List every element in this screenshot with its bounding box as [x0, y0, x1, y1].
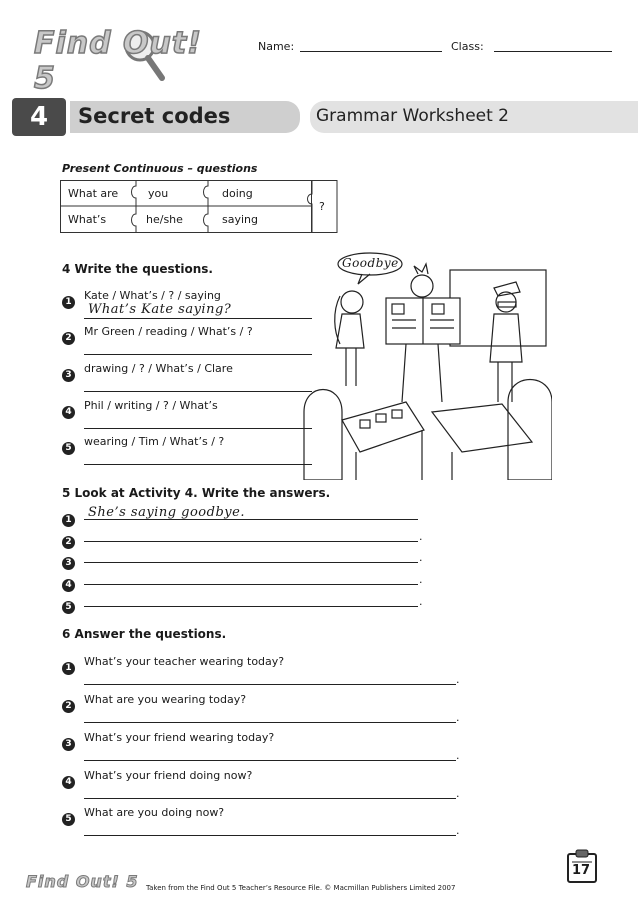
activity4-prompt: wearing / Tim / What’s / ? [84, 435, 225, 448]
footer-credit: Taken from the Find Out 5 Teacher’s Resource File. © Macmillan Publishers Limited 2007 [146, 884, 456, 892]
footer-logo: Find Out! 5 [26, 872, 139, 891]
period: . [419, 573, 423, 586]
number-badge: 1 [62, 296, 75, 309]
name-label: Name: [258, 40, 295, 53]
number-badge: 5 [62, 813, 75, 826]
answer-line[interactable] [84, 835, 456, 836]
page-number: 17 [572, 863, 591, 878]
answer-line[interactable] [84, 606, 418, 607]
answer-line[interactable] [84, 798, 456, 799]
activity5-item-5 [62, 594, 427, 614]
activity4-prompt: Kate / What’s / ? / saying [84, 289, 221, 302]
unit-banner [12, 98, 638, 138]
activity4-item-1 [62, 289, 312, 317]
puzzle-cell: you [148, 187, 169, 200]
activity5-item-2 [62, 529, 427, 549]
number-badge: 3 [62, 738, 75, 751]
unit-number-badge: 4 [12, 98, 66, 136]
find-out-logo [30, 22, 215, 96]
grammar-title: Present Continuous – questions [62, 162, 258, 175]
period: . [419, 551, 423, 564]
answer-handwritten: What’s Kate saying? [88, 302, 232, 317]
activity6-item-2 [62, 693, 462, 724]
unit-title: Secret codes [78, 104, 231, 128]
answer-line[interactable] [84, 584, 418, 585]
period: . [456, 824, 460, 837]
number-badge: 1 [62, 662, 75, 675]
number-badge: 4 [62, 406, 75, 419]
activity6-item-1 [62, 655, 462, 686]
answer-line[interactable] [84, 562, 418, 563]
activity6-question: What are you doing now? [84, 806, 225, 819]
activity4-item-4 [62, 399, 312, 419]
activity4-item-2 [62, 325, 312, 345]
number-badge: 4 [62, 776, 75, 789]
grammar-puzzle [60, 180, 338, 235]
puzzle-cell: What’s [68, 213, 107, 226]
worksheet-title-bar [310, 101, 638, 133]
activity6-item-3 [62, 731, 462, 762]
puzzle-cell: he/she [146, 213, 183, 226]
classroom-scene-icon [302, 252, 552, 480]
activity4-prompt: drawing / ? / What’s / Clare [84, 362, 233, 375]
class-field[interactable] [494, 51, 612, 52]
puzzle-cell: doing [222, 187, 253, 200]
activity5-item-1 [62, 507, 427, 527]
activity6-question: What’s your teacher wearing today? [84, 655, 285, 668]
activity6-question: What’s your friend doing now? [84, 769, 253, 782]
number-badge: 3 [62, 557, 75, 570]
puzzle-cell: saying [222, 213, 258, 226]
period: . [456, 749, 460, 762]
number-badge: 2 [62, 700, 75, 713]
activity4-item-3 [62, 362, 312, 382]
name-field[interactable] [300, 51, 442, 52]
activity6-item-5 [62, 806, 462, 837]
puzzle-end: ? [319, 200, 325, 213]
answer-line[interactable] [84, 428, 312, 429]
answer-line[interactable] [84, 354, 312, 355]
number-badge: 4 [62, 579, 75, 592]
activity6-title: 6 Answer the questions. [62, 627, 227, 641]
number-badge: 5 [62, 442, 75, 455]
answer-line[interactable] [84, 464, 312, 465]
answer-line[interactable] [84, 391, 312, 392]
period: . [456, 673, 460, 686]
activity6-item-4 [62, 769, 462, 800]
number-badge: 2 [62, 536, 75, 549]
number-badge: 3 [62, 369, 75, 382]
period: . [419, 530, 423, 543]
worksheet-title: Grammar Worksheet 2 [316, 106, 509, 126]
class-label: Class: [451, 40, 484, 53]
activity6-question: What’s your friend wearing today? [84, 731, 275, 744]
page-number-clipboard [566, 848, 598, 884]
answer-line[interactable] [84, 318, 312, 319]
period: . [456, 711, 460, 724]
period: . [456, 787, 460, 800]
answer-line[interactable] [84, 541, 418, 542]
number-badge: 1 [62, 514, 75, 527]
classroom-illustration [302, 252, 552, 480]
speech-bubble-text: Goodbye [342, 256, 399, 270]
activity5-title: 5 Look at Activity 4. Write the answers. [62, 486, 331, 500]
activity4-item-5 [62, 435, 312, 455]
activity4-title: 4 Write the questions. [62, 262, 213, 276]
number-badge: 2 [62, 332, 75, 345]
activity4-prompt: Phil / writing / ? / What’s [84, 399, 218, 412]
answer-line[interactable] [84, 684, 456, 685]
activity5-item-4 [62, 572, 427, 592]
answer-line[interactable] [84, 760, 456, 761]
activity5-item-3 [62, 550, 427, 570]
puzzle-cell: What are [68, 187, 119, 200]
answer-line[interactable] [84, 722, 456, 723]
answer-handwritten: She’s saying goodbye. [88, 505, 245, 520]
logo-text: Find Out! 5 [34, 26, 202, 96]
period: . [419, 595, 423, 608]
unit-title-bar [70, 101, 300, 133]
activity4-prompt: Mr Green / reading / What’s / ? [84, 325, 253, 338]
number-badge: 5 [62, 601, 75, 614]
activity6-question: What are you wearing today? [84, 693, 247, 706]
